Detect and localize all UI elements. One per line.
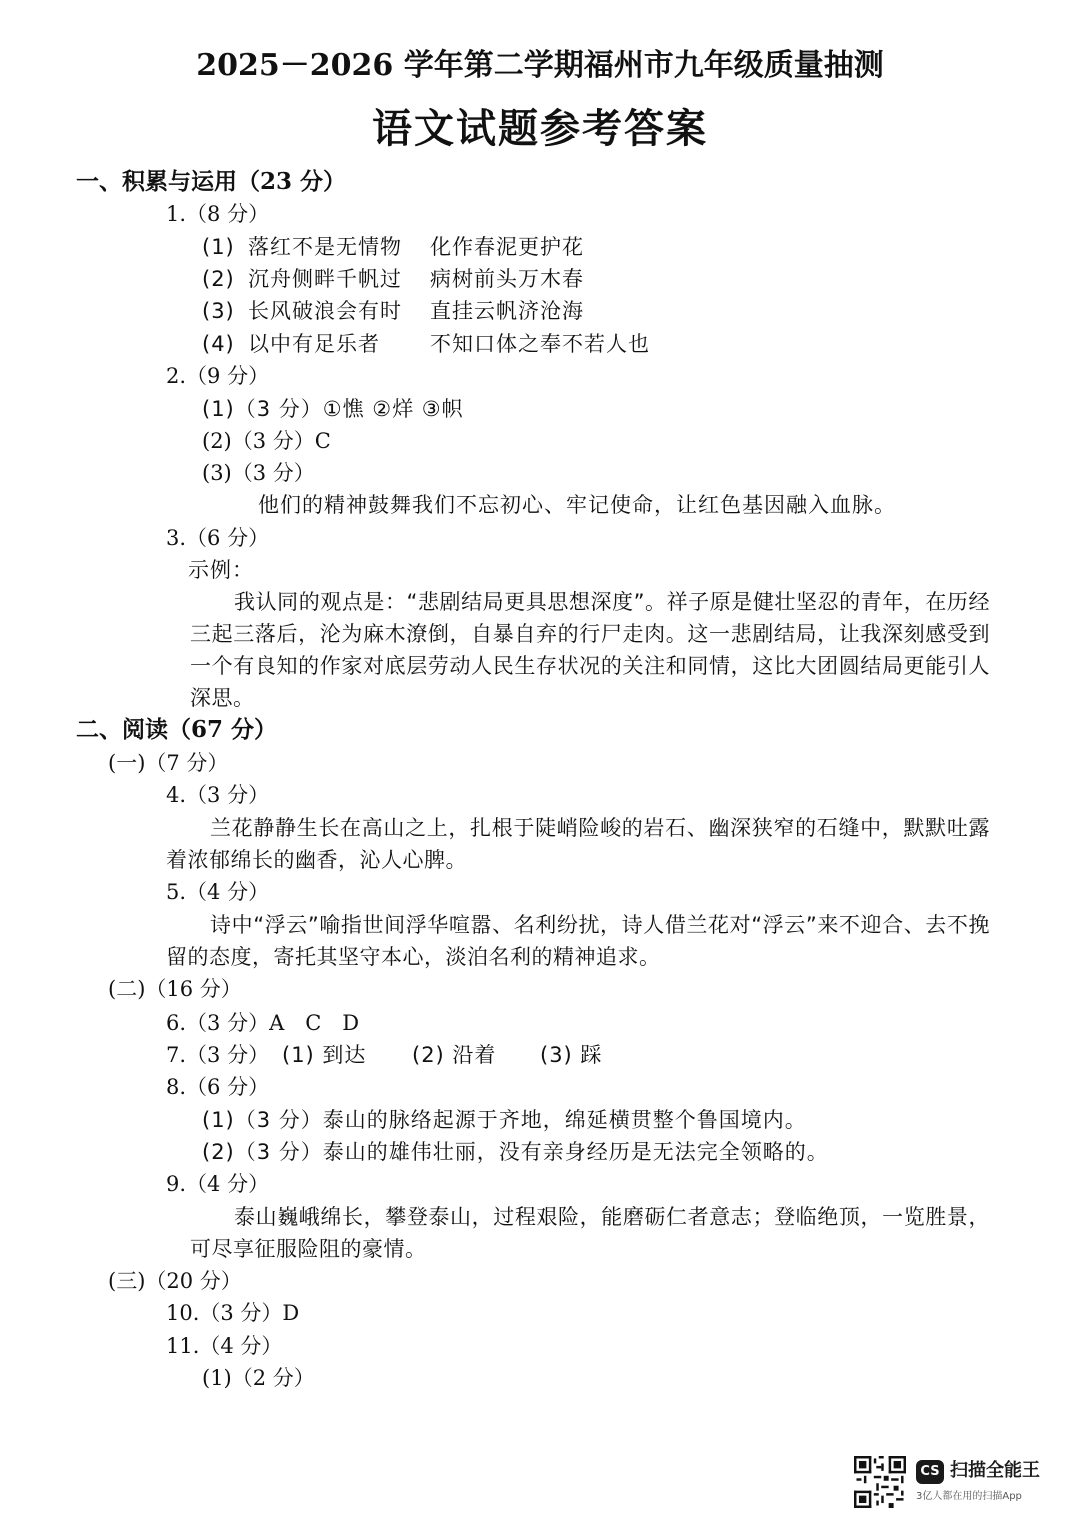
q3-example-label: 示例： bbox=[188, 558, 254, 582]
answer-key-title: 语文试题参考答案 bbox=[372, 105, 708, 152]
q2-label: 2.（9 分） bbox=[166, 364, 270, 388]
q1-item-line-a: 沉舟侧畔千帆过 bbox=[248, 267, 402, 291]
q1-item-number: (2) bbox=[202, 267, 235, 291]
q2-part-2: (2)（3 分）C bbox=[202, 429, 331, 453]
q1-item-line-b: 不知口体之奉不若人也 bbox=[430, 332, 650, 356]
q1-item-line-b: 化作春泥更护花 bbox=[430, 235, 584, 259]
q1-item-number: (4) bbox=[202, 332, 235, 356]
q4-label: 4.（3 分） bbox=[166, 783, 270, 807]
q3-answer-paragraph: 我认同的观点是：“悲剧结局更具思想深度”。祥子原是健壮坚忍的青年，在历经三起三落后，沦为麻木潦倒，自暴自弃的行尸走肉。这一悲剧结局，让我深刻感受到一个有良知的作家对底层劳动人民生存状况的关注和同情，这比大团圆结局更能引人深思。 bbox=[190, 590, 990, 710]
q1-item-number: (1) bbox=[202, 235, 235, 259]
q6-answer: 6.（3 分）A C D bbox=[166, 1011, 360, 1035]
q1-label: 1.（8 分） bbox=[166, 202, 270, 226]
qr-code-icon bbox=[854, 1456, 906, 1508]
q4-answer-paragraph: 兰花静静生长在高山之上，扎根于陡峭险峻的岩石、幽深狭窄的石缝中，默默吐露着浓郁绵长的幽香，沁人心脾。 bbox=[166, 816, 990, 872]
q1-item-line-a: 落红不是无情物 bbox=[248, 235, 402, 259]
q8-answer-2: (2)（3 分）泰山的雄伟壮丽，没有亲身经历是无法完全领略的。 bbox=[202, 1140, 829, 1164]
q2-part-3-label: (3)（3 分） bbox=[202, 461, 315, 485]
part-2-label: (二)（16 分） bbox=[108, 977, 242, 1001]
q7-answer-3: (3) 踩 bbox=[540, 1043, 603, 1067]
q5-label: 5.（4 分） bbox=[166, 880, 270, 904]
q11-part-1-label: (1)（2 分） bbox=[202, 1366, 315, 1390]
q7-answer-1: (1) 到达 bbox=[282, 1043, 367, 1067]
q7-answer-2: (2) 沿着 bbox=[412, 1043, 497, 1067]
q8-answer-1: (1)（3 分）泰山的脉络起源于齐地，绵延横贯整个鲁国境内。 bbox=[202, 1108, 807, 1132]
q1-item-line-a: 以中有足乐者 bbox=[248, 332, 380, 356]
exam-title: 2025－2026 学年第二学期福州市九年级质量抽测 bbox=[196, 48, 884, 83]
q1-item-line-b: 病树前头万木春 bbox=[430, 267, 584, 291]
q3-label: 3.（6 分） bbox=[166, 526, 270, 550]
q1-item-line-a: 长风破浪会有时 bbox=[248, 299, 402, 323]
section-1-heading: 一、积累与运用（23 分） bbox=[76, 168, 347, 195]
q5-answer-paragraph: 诗中“浮云”喻指世间浮华喧嚣、名利纷扰，诗人借兰花对“浮云”来不迎合、去不挽留的态度，寄托其坚守本心，淡泊名利的精神追求。 bbox=[166, 913, 990, 969]
scanner-watermark bbox=[854, 1456, 1054, 1510]
part-3-label: (三)（20 分） bbox=[108, 1269, 242, 1293]
q2-part-1: (1)（3 分）①憔 ②烊 ③帜 bbox=[202, 397, 464, 421]
q9-label: 9.（4 分） bbox=[166, 1172, 270, 1196]
q7-label: 7.（3 分） bbox=[166, 1043, 270, 1067]
camscanner-logo-icon: CS bbox=[916, 1460, 944, 1484]
q10-answer: 10.（3 分）D bbox=[166, 1301, 300, 1325]
scanner-app-name: 扫描全能王 bbox=[950, 1460, 1040, 1481]
q1-item-line-b: 直挂云帆济沧海 bbox=[430, 299, 584, 323]
q9-answer-paragraph: 泰山巍峨绵长，攀登泰山，过程艰险，能磨砺仁者意志；登临绝顶，一览胜景，可尽享征服险阻的豪情。 bbox=[190, 1205, 990, 1261]
part-1-label: (一)（7 分） bbox=[108, 751, 229, 775]
section-2-heading: 二、阅读（67 分） bbox=[76, 716, 278, 743]
scanner-app-tagline: 3亿人都在用的扫描App bbox=[916, 1491, 1022, 1502]
q11-label: 11.（4 分） bbox=[166, 1334, 283, 1358]
q8-label: 8.（6 分） bbox=[166, 1075, 270, 1099]
q2-part-3-answer: 他们的精神鼓舞我们不忘初心、牢记使命，让红色基因融入血脉。 bbox=[258, 493, 896, 517]
q1-item-number: (3) bbox=[202, 299, 235, 323]
